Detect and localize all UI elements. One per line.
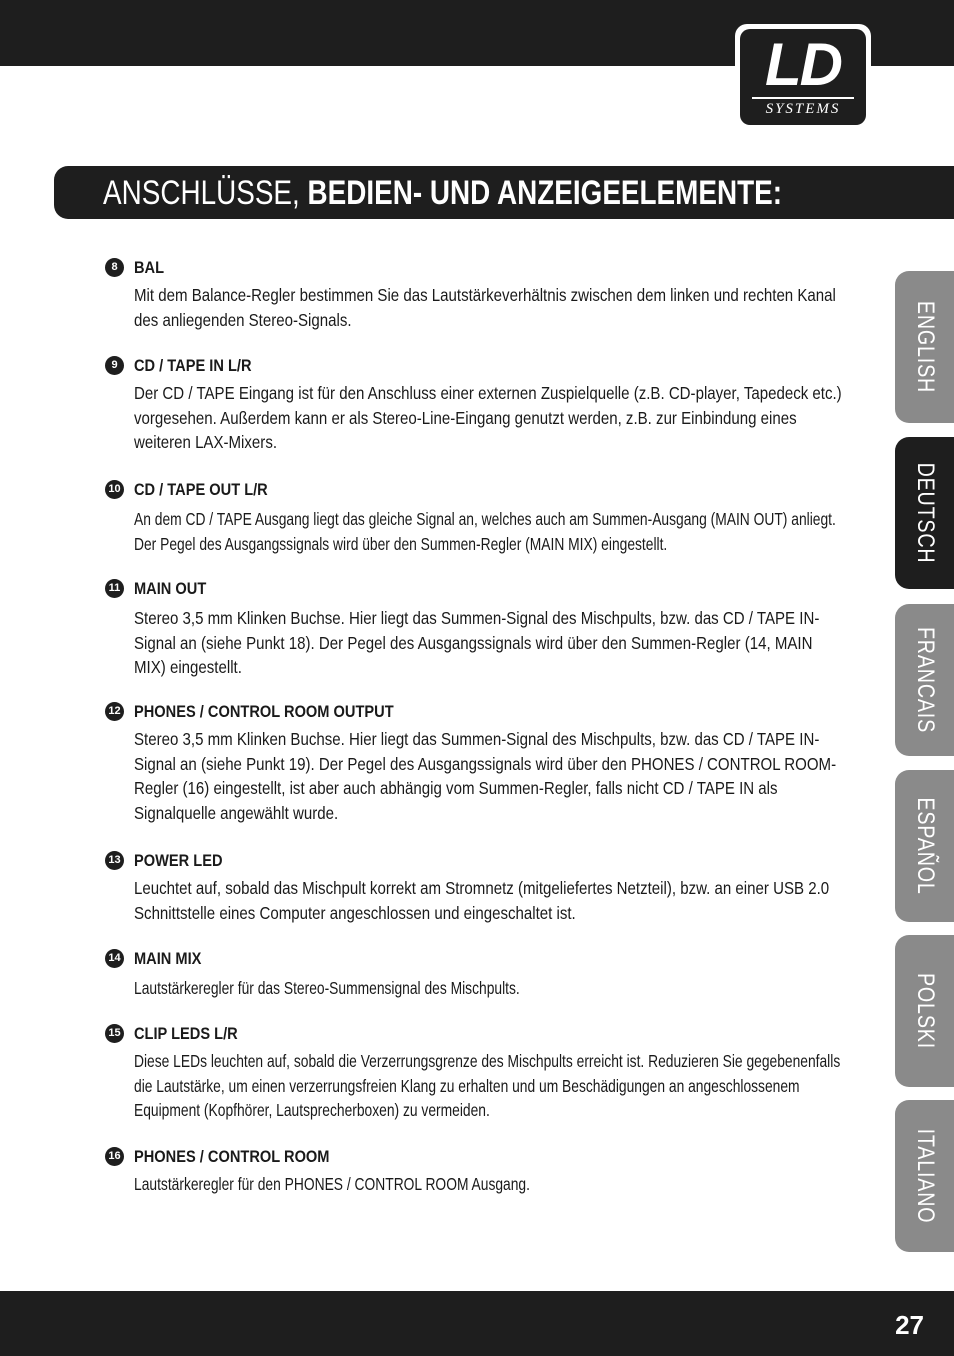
entry-text: An dem CD / TAPE Ausgang liegt das gleiche Signal an, welches auch am Summen-Ausgang (MAIN OUT) anliegt. Der Pegel des Ausgangssignals wird über den Summen-Regler (MAIN MIX) eingestellt. bbox=[134, 509, 836, 554]
page-title-light: ANSCHLÜSSE, bbox=[103, 174, 300, 212]
tab-francais[interactable] bbox=[895, 604, 954, 756]
item-number-badge: 16 bbox=[105, 1147, 124, 1166]
entry-text: Stereo 3,5 mm Klinken Buchse. Hier liegt das Summen-Signal des Mischpults, bzw. das CD / TAPE IN-Signal an (siehe Punkt 18). Der Pegel des Ausgangssignals wird über den Summen-Regler (14, MAIN MIX) eingestellt. bbox=[134, 608, 820, 678]
ld-systems-logo bbox=[735, 24, 871, 130]
section-title-bar bbox=[54, 166, 954, 219]
item-number-badge: 10 bbox=[105, 480, 124, 499]
bottom-bar bbox=[0, 1291, 954, 1356]
item-number-badge: 11 bbox=[105, 579, 124, 598]
tab-label: DEUTSCH bbox=[911, 462, 939, 564]
tab-label: FRANCAIS bbox=[911, 626, 939, 734]
entry-title: MAIN MIX bbox=[134, 949, 202, 968]
page-title bbox=[103, 172, 782, 214]
entry-title: BAL bbox=[134, 258, 165, 277]
entry-text: Lautstärkeregler für den PHONES / CONTROL ROOM Ausgang. bbox=[134, 1174, 530, 1194]
tab-italiano[interactable] bbox=[895, 1100, 954, 1252]
entry-title: PHONES / CONTROL ROOM OUTPUT bbox=[134, 702, 394, 721]
entry-title: POWER LED bbox=[134, 851, 223, 870]
tab-deutsch[interactable] bbox=[895, 437, 954, 589]
page-number: 27 bbox=[895, 1310, 924, 1340]
page-title-bold: BEDIEN- UND ANZEIGEELEMENTE: bbox=[307, 174, 783, 212]
entry-title: CD / TAPE OUT L/R bbox=[134, 480, 268, 499]
item-number-badge: 14 bbox=[105, 949, 124, 968]
entry-text: Der CD / TAPE Eingang ist für den Anschluss einer externen Zuspielquelle (z.B. CD-player, Tapedeck etc.) vorgesehen. Außerdem kann er als Stereo-Line-Eingang genutzt werden, z.B. zur Einbindung eines weiteren LAX-Mixers. bbox=[134, 383, 842, 453]
item-number-badge: 8 bbox=[105, 258, 124, 277]
entry-text: Stereo 3,5 mm Klinken Buchse. Hier liegt das Summen-Signal des Mischpults, bzw. das CD / TAPE IN-Signal an (siehe Punkt 19). Der Pegel des Ausgangssignals wird über den PHONES / CONTROL ROOM-Regler (16) eingestellt, ist aber auch abhängig vom Summen-Regler, falls nicht CD / TAPE IN als Signalquelle angewählt wurde. bbox=[134, 729, 837, 824]
item-number-badge: 12 bbox=[105, 702, 124, 721]
tab-label: ESPAÑOL bbox=[911, 797, 939, 895]
item-number-badge: 15 bbox=[105, 1024, 124, 1043]
tab-english[interactable] bbox=[895, 271, 954, 423]
tab-espanol[interactable] bbox=[895, 770, 954, 922]
entry-text: Mit dem Balance-Regler bestimmen Sie das Lautstärkeverhältnis zwischen dem linken und rechten Kanal des anliegenden Stereo-Signals. bbox=[134, 285, 836, 330]
entry-title: CD / TAPE IN L/R bbox=[134, 356, 252, 375]
tab-label: ITALIANO bbox=[911, 1128, 939, 1224]
tab-polski[interactable] bbox=[895, 935, 954, 1087]
entry-title: PHONES / CONTROL ROOM bbox=[134, 1147, 330, 1166]
logo-mark: LD bbox=[765, 31, 841, 98]
entry-title: MAIN OUT bbox=[134, 579, 207, 598]
tab-label: ENGLISH bbox=[911, 300, 939, 394]
entry-text: Leuchtet auf, sobald das Mischpult korrekt am Stromnetz (mitgeliefertes Netzteil), bzw. an einer USB 2.0 Schnittstelle eines Computer angeschlossen und eingeschaltet ist. bbox=[134, 878, 830, 923]
item-number-badge: 13 bbox=[105, 851, 124, 870]
entry-text: Lautstärkeregler für das Stereo-Summensignal des Mischpults. bbox=[134, 978, 520, 998]
item-number-badge: 9 bbox=[105, 356, 124, 375]
tab-label: POLSKI bbox=[911, 972, 939, 1050]
entry-title: CLIP LEDS L/R bbox=[134, 1024, 238, 1043]
entry-text: Diese LEDs leuchten auf, sobald die Verzerrungsgrenze des Mischpults erreicht ist. Reduzieren Sie gegebenenfalls die Lautstärke, um einen verzerrungsfreien Klang zu erhalten und um Beschädigungen an angeschlossenem Equipment (Kopfhörer, Lautsprecherboxen) zu vermeiden. bbox=[134, 1051, 841, 1121]
logo-badge bbox=[740, 29, 866, 125]
logo-subtitle: SYSTEMS bbox=[752, 97, 854, 118]
